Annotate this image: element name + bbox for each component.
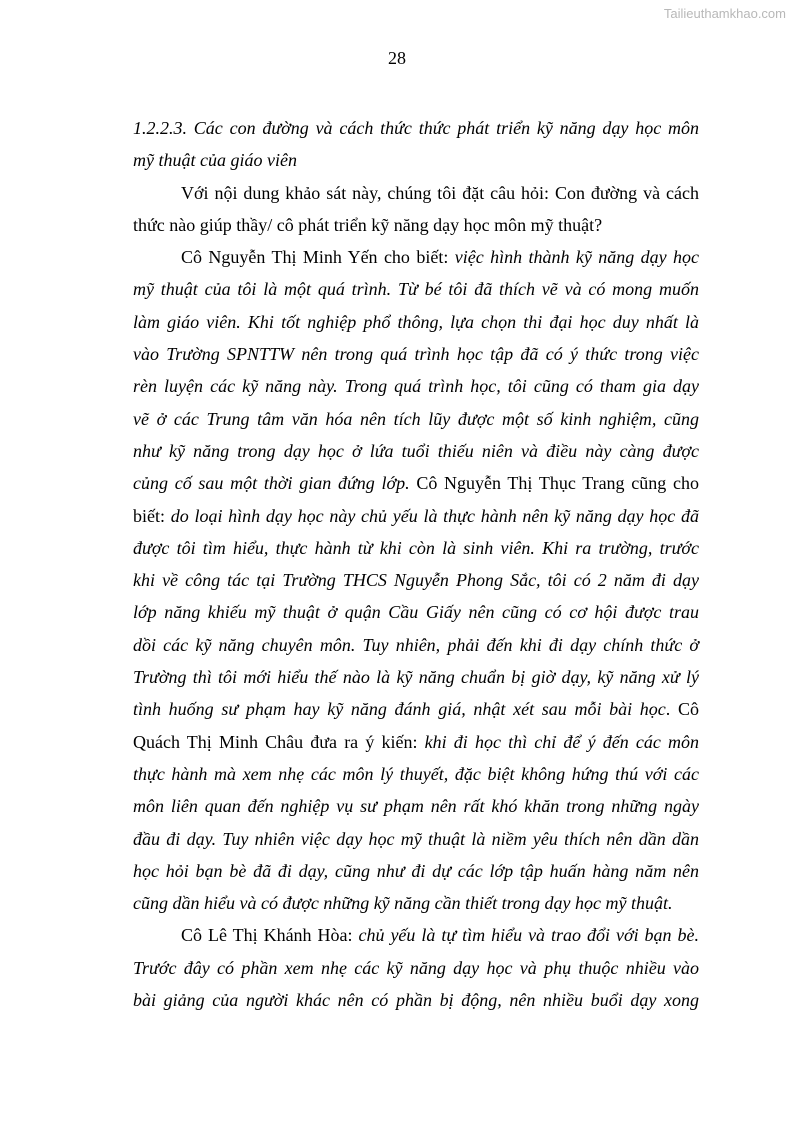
quote-line: Trước đây có phần xem nhẹ các kỹ năng dạy học và phụ thuộc nhiều vào	[133, 957, 699, 978]
text-run: Cô Nguyễn Thị Minh Yến cho biết:	[181, 247, 455, 268]
paragraph-hoa	[133, 919, 699, 1016]
heading-line-2: mỹ thuật của giáo viên	[133, 150, 297, 171]
quote-line: vẽ ở các Trung tâm văn hóa nên tích lũy được một số kinh nghiệm, cũng	[133, 408, 699, 429]
quote-line: làm giáo viên. Khi tốt nghiệp phổ thông, lựa chọn thi đại học duy nhất là	[133, 311, 699, 332]
quote-line: khi về công tác tại Trường THCS Nguyễn Phong Sắc, tôi có 2 năm đi dạy	[133, 570, 699, 591]
quote-run: củng cố sau một thời gian đứng lớp.	[133, 473, 410, 494]
quote-line: môn liên quan đến nghiệp vụ sư phạm nên rất khó khăn trong những ngày	[133, 796, 699, 817]
text-run: Cô Nguyễn Thị Thục Trang cũng cho	[409, 473, 699, 494]
quote-line: bài giảng của người khác nên có phần bị động, nên nhiều buổi dạy xong	[133, 990, 699, 1011]
quote-run: khi đi học thì chỉ để ý đến các môn	[424, 731, 700, 752]
quote-line: học hỏi bạn bè đã đi dạy, cũng như đi dự các lớp tập huấn hàng năm nên	[133, 860, 699, 881]
text-run: biết:	[133, 505, 171, 526]
quote-line: như kỹ năng trong dạy học ở lứa tuổi thiếu niên và điều này càng được	[133, 440, 699, 461]
text-run: Cô Lê Thị Khánh Hòa:	[181, 925, 359, 946]
watermark: Tailieuthamkhao.com	[663, 6, 786, 21]
quote-run: việc hình thành kỹ năng dạy học	[454, 247, 699, 268]
paragraph-line: Với nội dung khảo sát này, chúng tôi đặt câu hỏi: Con đường và cách	[181, 182, 699, 203]
quote-run: tình huống sư phạm hay kỹ năng đánh giá, nhật xét sau mỗi bài học	[133, 699, 666, 720]
quote-line: Trường thì tôi mới hiểu thế nào là kỹ năng chuẩn bị giờ dạy, kỹ năng xử lý	[133, 667, 699, 688]
paragraph-line: thức nào giúp thầy/ cô phát triển kỹ năng dạy học môn mỹ thuật?	[133, 214, 603, 235]
document-body	[133, 112, 699, 1016]
quote-run: do loại hình dạy học này chủ yếu là thực hành nên kỹ năng dạy học đã	[170, 505, 699, 526]
quote-line: rèn luyện các kỹ năng này. Trong quá trình học, tôi cũng có tham gia dạy	[133, 376, 699, 397]
quote-line: thực hành mà xem nhẹ các môn lý thuyết, đặc biệt không hứng thú với các	[133, 763, 699, 784]
paragraph-interviews	[133, 241, 699, 919]
quote-run: chủ yếu là tự tìm hiểu và trao đổi với bạn bè.	[358, 925, 699, 946]
section-heading	[133, 112, 699, 177]
quote-line: được tôi tìm hiểu, thực hành từ khi còn là sinh viên. Khi ra trường, trước	[133, 537, 699, 558]
quote-line: đầu đi dạy. Tuy nhiên việc dạy học mỹ thuật là niềm yêu thích nên dần dần	[133, 828, 699, 849]
quote-line: vào Trường SPNTTW nên trong quá trình học tập đã có ý thức trong việc	[133, 344, 699, 365]
quote-line: mỹ thuật của tôi là một quá trình. Từ bé tôi đã thích vẽ và có mong muốn	[133, 279, 699, 300]
text-run: Quách Thị Minh Châu đưa ra ý kiến:	[133, 731, 425, 752]
quote-line: dồi các kỹ năng chuyên môn. Tuy nhiên, phải đến khi đi dạy chính thức ở	[133, 634, 699, 655]
heading-line-1: 1.2.2.3. Các con đường và cách thức thức phát triển kỹ năng dạy học môn	[133, 118, 699, 138]
quote-line: cũng dần hiểu và có được những kỹ năng cần thiết trong dạy học mỹ thuật.	[133, 893, 673, 914]
quote-line: lớp năng khiếu mỹ thuật ở quận Cầu Giấy nên cũng có cơ hội được trau	[133, 602, 699, 623]
paragraph-question	[133, 177, 699, 242]
text-run: . Cô	[665, 699, 699, 720]
page-number: 28	[388, 48, 406, 68]
